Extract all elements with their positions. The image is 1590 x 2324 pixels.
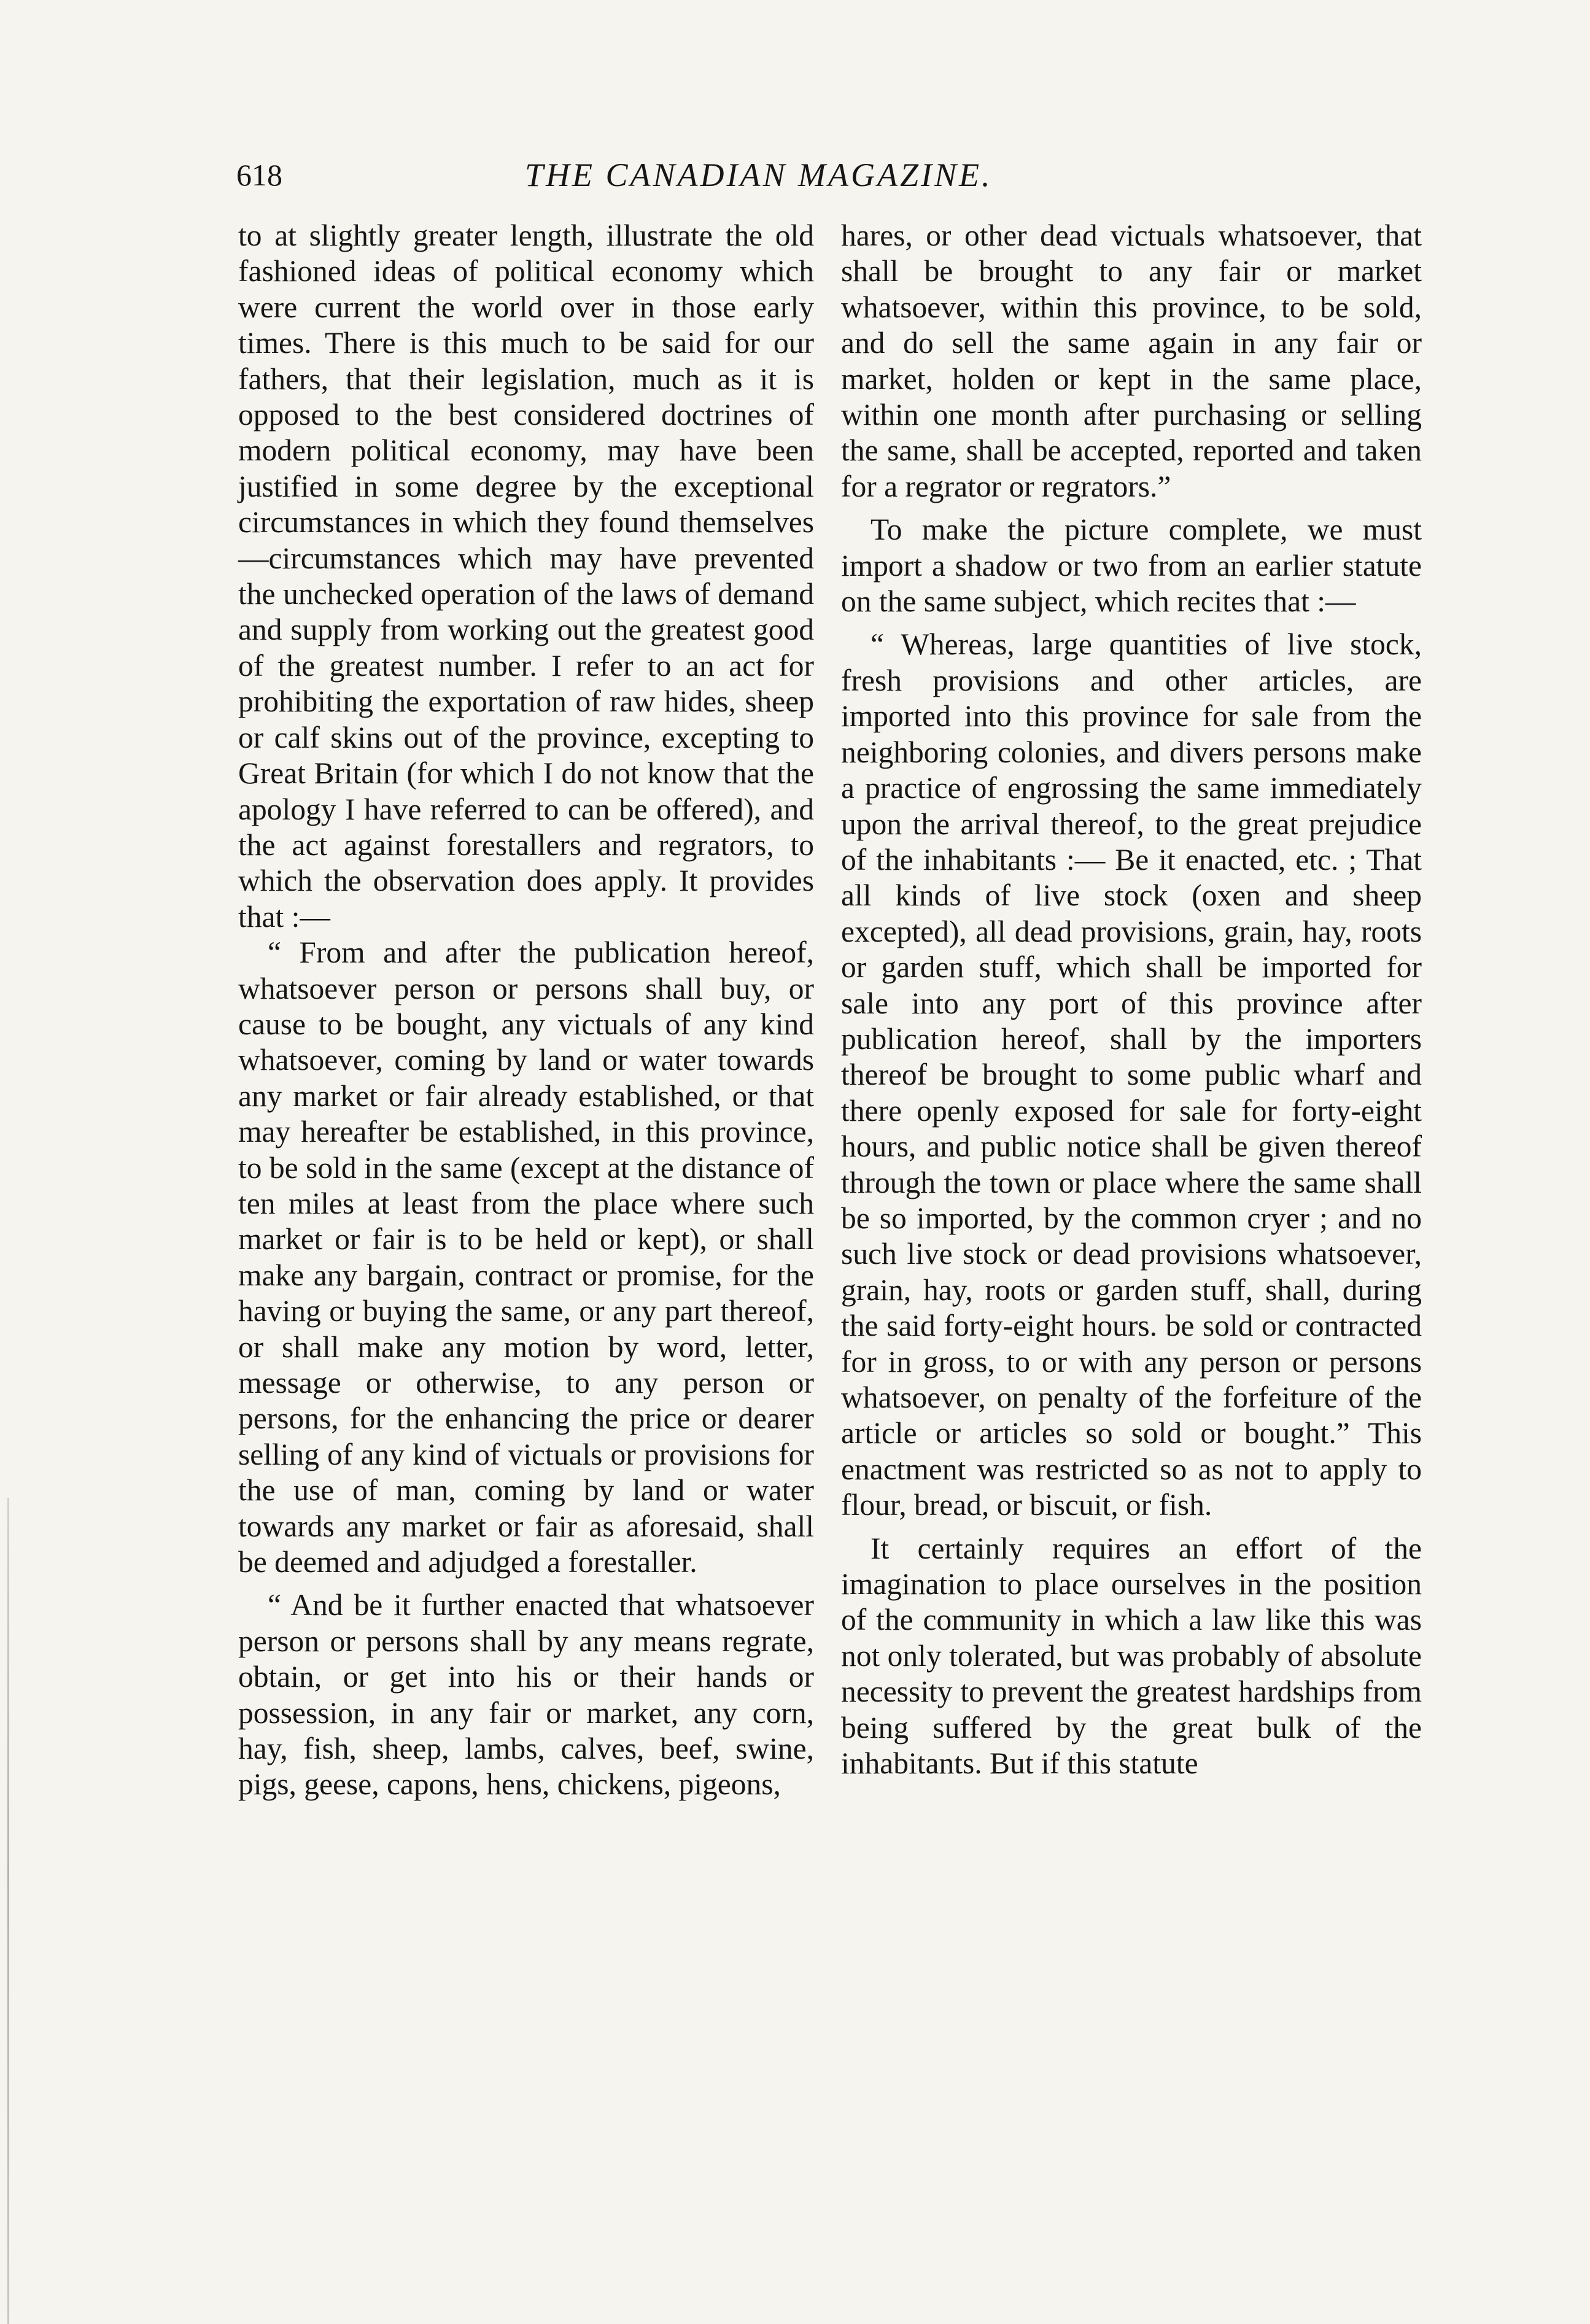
paragraph: “ From and after the publication hereof, whatsoever person or persons shall buy, or cause to be bought, any victuals of any kind whatsoever, coming by land or water towards any market or fair already established, or that may hereafter be established, in this province, to be sold in the same (except at the distance of ten miles at least from the place where such market or fair is to be held or kept), or shall make any bargain, contract or promise, for the having or buying the same, or any part thereof, or shall make any motion by word, letter, message or otherwise, to any person or persons, for the enhancing the price or dearer selling of any kind of victuals or provisions for the use of man, coming by land or water towards any market or fair as aforesaid, shall be deemed and adjudged a forestaller. xyxy=(238,935,814,1579)
paragraph: to at slightly greater length, illustrate the old fashioned ideas of political economy which were current the world over in those early times. There is this much to be said for our fathers, that their legislation, much as it is opposed to the best considered doctrines of modern political economy, may have been justified in some degree by the exceptional circumstances in which they found themselves—circumstances which may have prevented the unchecked operation of the laws of demand and supply from working out the greatest good of the greatest number. I refer to an act for prohibiting the exportation of raw hides, sheep or calf skins out of the province, excepting to Great Britain (for which I do not know that the apology I have referred to can be offered), and the act against forestallers and regrators, to which the observation does apply. It provides that :— xyxy=(238,219,814,934)
page-header xyxy=(236,150,1326,199)
paragraph: “ Whereas, large quantities of live stock, fresh provisions and other articles, are imported into this province for sale from the neighboring colonies, and divers persons make a practice of engrossing the same immediately upon the arrival thereof, to the great prejudice of the inhabitants :— Be it enacted, etc. ; That all kinds of live stock (oxen and sheep excepted), all dead provisions, grain, hay, roots or garden stuff, which shall be imported for sale into any port of this province after publication hereof, shall by the importers thereof be brought to some public wharf and there openly exposed for sale for forty-eight hours, and public notice shall be given thereof through the town or place where the same shall be so imported, by the common cryer ; and no such live stock or dead provisions whatsoever, grain, hay, roots or garden stuff, shall, during the said forty-eight hours. be sold or contracted for in gross, to or with any person or persons whatsoever, on penalty of the forfeiture of the article or articles so sold or bought.” This enactment was restricted so as not to apply to flour, bread, or biscuit, or fish. xyxy=(841,627,1422,1522)
paragraph: hares, or other dead victuals whatsoever, that shall be brought to any fair or market whatsoever, within this province, to be sold, and do sell the same again in any fair or market, holden or kept in the same place, within one month after purchasing or selling the same, shall be accepted, reported and taken for a regrator or regrators.” xyxy=(841,219,1422,503)
paragraph: “ And be it further enacted that whatsoever person or persons shall by any means regrate, obtain, or get into his or their hands or possession, in any fair or market, any corn, hay, fish, sheep, lambs, calves, beef, swine, pigs, geese, capons, hens, chickens, pigeons, xyxy=(238,1588,814,1802)
paragraph: It certainly requires an effort of the imagination to place ourselves in the position of the community in which a law like this was not only tolerated, but was probably of absolute necessity to prevent the greatest hardships from being suffered by the great bulk of the inhabitants. But if this statute xyxy=(841,1531,1422,1781)
page-number: 618 xyxy=(236,158,282,192)
running-title: THE CANADIAN MAGAZINE. xyxy=(525,157,993,193)
scan-edge-shadow xyxy=(7,1498,9,2324)
left-column xyxy=(238,218,814,1803)
right-column xyxy=(841,218,1422,1781)
paragraph: To make the picture complete, we must import a shadow or two from an earlier statute on the same subject, which recites that :— xyxy=(841,513,1422,619)
